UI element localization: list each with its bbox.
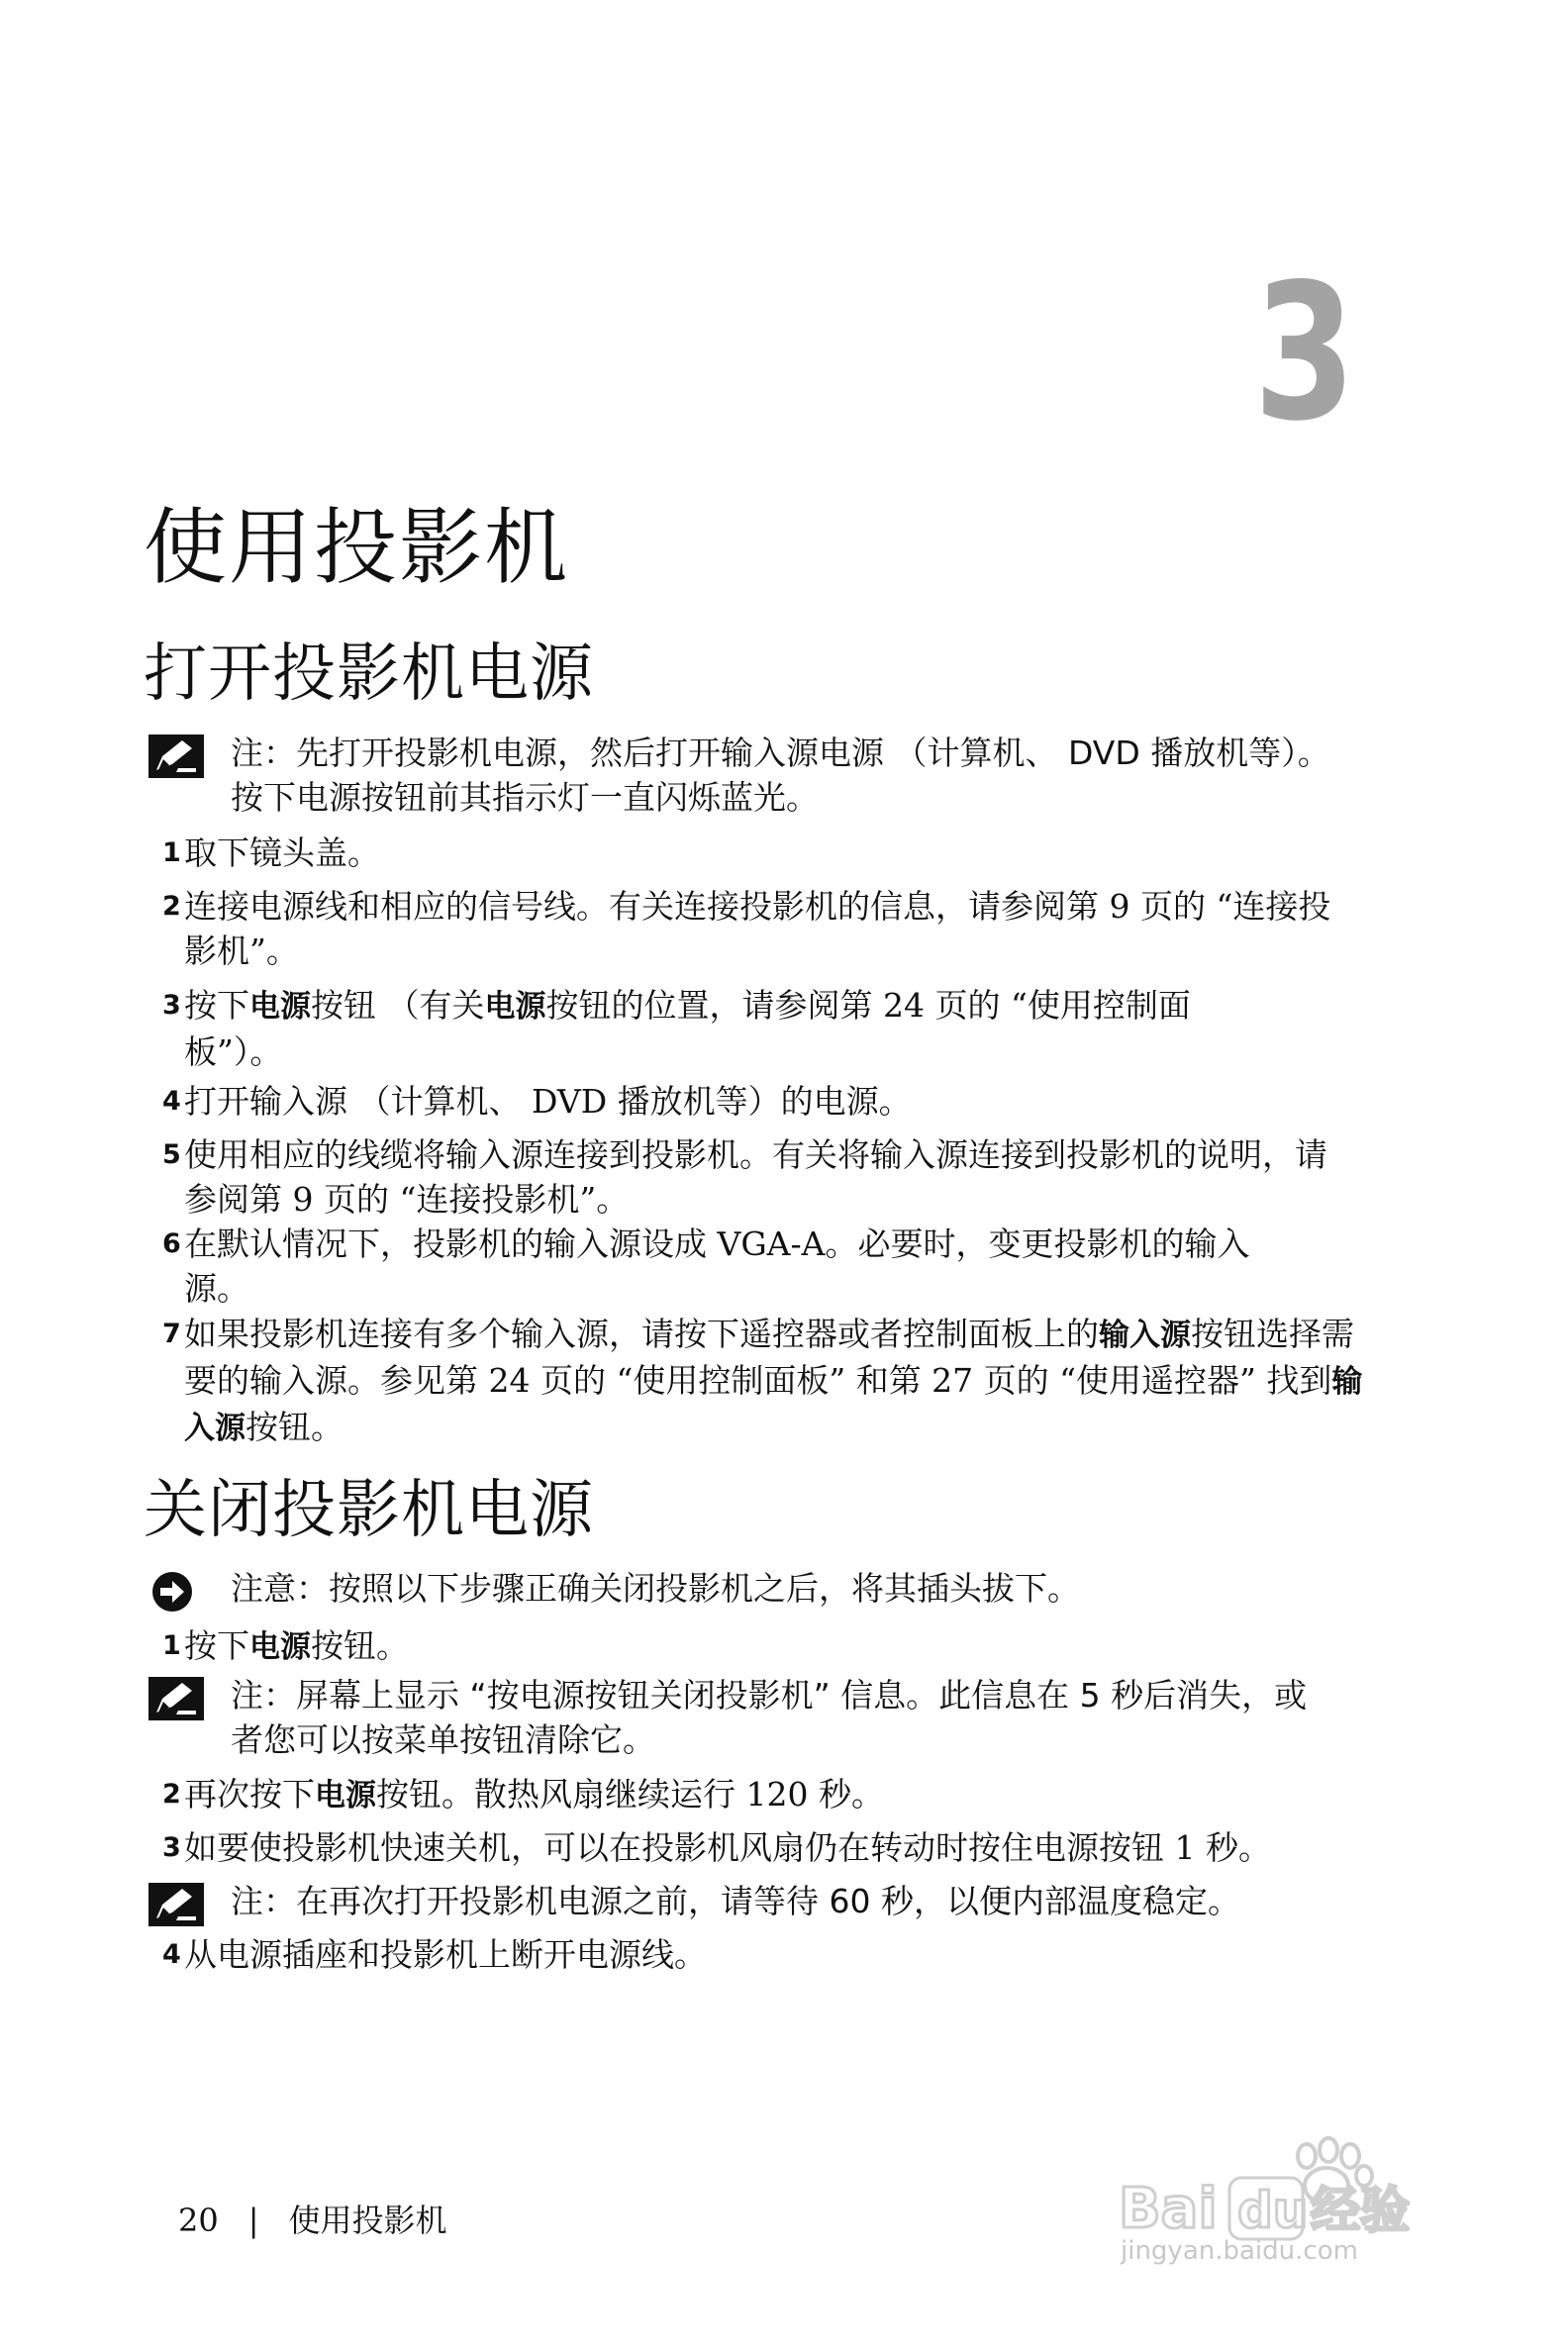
notice-text: 按照以下步骤正确关闭投影机之后，将其插头拔下。 [329,1569,1080,1608]
step-number: 5 [162,1139,181,1170]
step-text: 在默认情况下，投影机的输入源设成 VGA-A。必要时，变更投影机的输入源。 [184,1225,1250,1308]
note-label: 注： [231,1676,296,1715]
note-power-off-1 [148,1673,1326,1762]
step-text: 按钮。散热风扇继续运行 120 秒。 [376,1775,884,1813]
power-button-term: 电源 [249,989,311,1025]
step-number: 4 [162,1086,181,1117]
step-text: 再次按下 [184,1775,315,1813]
step-number: 4 [162,1939,181,1970]
chapter-title: 使用投影机 [144,499,570,596]
page-number: 20 [178,2202,219,2239]
note-text: 屏幕上显示 “按电源按钮关闭投影机” 信息。此信息在 5 秒后消失，或者您可以按菜单按钮清除它。 [231,1676,1308,1759]
svg-text:Bai: Bai [1119,2177,1218,2241]
step-number: 2 [162,891,181,922]
baidu-jingyan-watermark [1109,2118,1485,2267]
power-button-term: 电源 [249,1629,311,1665]
step-number: 3 [162,1832,181,1863]
step-number: 6 [162,1228,181,1259]
power-button-term: 电源 [484,989,546,1025]
input-source-term: 输入源 [1099,1318,1191,1353]
step-text: 按钮 （有关 [311,986,485,1025]
note-text: 先打开投影机电源，然后打开输入源电源 （计算机、 DVD 播放机等）。按下电源按钮前其指示灯一直闪烁蓝光。 [231,734,1330,817]
step-7 [158,1312,1366,1451]
step-text: 按钮的位置，请参阅第 24 页的 “使用控制面板”）。 [184,986,1191,1071]
pencil-note-icon [148,1677,204,1720]
step-text: 按钮。 [245,1408,343,1446]
step-text: 按钮。 [311,1626,409,1665]
step-text: 按下 [184,1626,249,1665]
arrow-notice-icon [148,1570,204,1614]
footer-separator: | [247,2202,259,2239]
power-button-term: 电源 [315,1778,376,1813]
note-power-on [148,731,1336,820]
step-2 [158,884,1356,973]
section-title-power-on: 打开投影机电源 [144,637,594,711]
step-number: 3 [162,990,181,1021]
step-text: 打开输入源 （计算机、 DVD 播放机等）的电源。 [184,1082,912,1121]
note-text: 在再次打开投影机电源之前，请等待 60 秒，以便内部温度稳定。 [296,1882,1240,1920]
footer-title: 使用投影机 [288,2202,447,2239]
step-number: 1 [162,837,181,868]
step-text: 从电源插座和投影机上断开电源线。 [184,1935,707,1974]
note-power-off-2 [148,1879,1396,1923]
step-6 [158,1222,1297,1311]
step-text: 如要使投影机快速关机，可以在投影机风扇仍在转动时按住电源按钮 1 秒。 [184,1828,1271,1867]
step-text: 连接电源线和相应的信号线。有关连接投影机的信息，请参阅第 9 页的 “连接投影机”。 [184,887,1331,970]
step-off-1 [158,1623,1356,1670]
step-3 [158,983,1287,1074]
step-text: 按下 [184,986,249,1025]
step-number: 7 [162,1319,181,1349]
step-text: 如果投影机连接有多个输入源，请按下遥控器或者控制面板上的 [184,1315,1099,1353]
step-number: 1 [162,1630,181,1661]
chapter-number: 3 [1253,244,1356,462]
pencil-note-icon [148,735,204,778]
notice-power-off [148,1566,1336,1611]
svg-text:jingyan.baidu.com: jingyan.baidu.com [1121,2236,1358,2266]
notice-label: 注意： [231,1569,329,1608]
step-text: 取下镜头盖。 [184,833,380,872]
note-label: 注： [231,1882,296,1920]
step-text: 使用相应的线缆将输入源连接到投影机。有关将输入源连接到投影机的说明，请参阅第 9 页的 “连接投影机”。 [184,1135,1327,1219]
pencil-note-icon [148,1883,204,1926]
step-5 [158,1132,1356,1222]
step-1 [158,831,1356,875]
step-number: 2 [162,1779,181,1810]
step-off-3 [158,1825,1386,1870]
page-footer [178,2196,447,2241]
svg-text:经验: 经验 [1311,2182,1410,2239]
section-title-power-off: 关闭投影机电源 [144,1474,594,1547]
note-label: 注： [231,734,296,772]
step-4 [158,1079,1356,1124]
input-source-term: 输入源 [184,1364,1363,1446]
step-off-4 [158,1932,1356,1977]
step-text: 按钮选择需要的输入源。参见第 24 页的 “使用控制面板” 和第 27 页的 “使用遥控器” 找到 [184,1315,1354,1400]
svg-text:du: du [1237,2182,1309,2239]
step-off-2 [158,1772,1356,1818]
